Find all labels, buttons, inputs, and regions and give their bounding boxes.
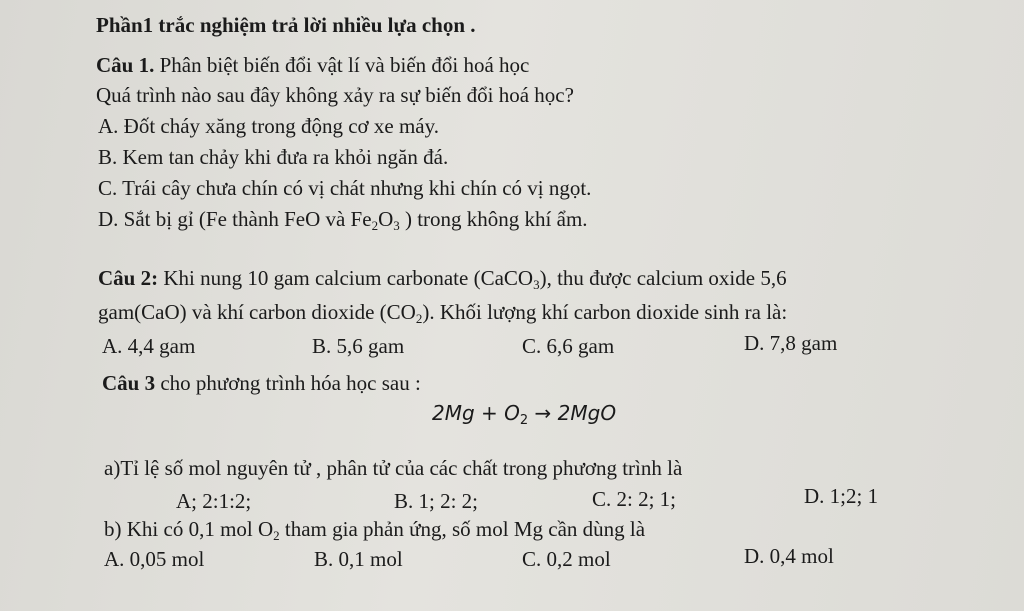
q3b-post: tham gia phản ứng, số mol Mg cần dùng là xyxy=(279,517,646,541)
q3a-option-a: A; 2:1:2; xyxy=(176,489,252,513)
q3a-option-c: C. 2: 2; 1; xyxy=(592,487,677,511)
q1-option-d xyxy=(98,206,588,232)
q3-heading xyxy=(102,370,421,396)
q3-label: Câu 3 xyxy=(102,371,156,395)
equation-arrow: → xyxy=(528,401,558,425)
q1-option-c: C. Trái cây chưa chín có vị chát nhưng khi chín có vị ngọt. xyxy=(98,176,592,200)
equation-sub: 2 xyxy=(519,413,529,428)
q1-option-d-sub1: 2 xyxy=(371,218,379,233)
q2-label: Câu 2: xyxy=(98,266,159,290)
q1-option-d-pre: D. Sắt bị gỉ (Fe thành FeO và Fe xyxy=(98,207,372,231)
q1-option-a: A. Đốt cháy xăng trong động cơ xe máy. xyxy=(98,114,439,138)
equation-left: 2Mg + O xyxy=(432,401,520,425)
q2-line1 xyxy=(98,265,787,291)
q3a-option-d: D. 1;2; 1 xyxy=(804,484,879,508)
q3a-option-b: B. 1; 2: 2; xyxy=(394,489,479,513)
q1-label: Câu 1. xyxy=(96,53,155,77)
equation-right: 2MgO xyxy=(557,401,617,425)
q2-line1-sub: 3 xyxy=(533,277,540,292)
q3b-option-a: A. 0,05 mol xyxy=(104,547,205,571)
q1-option-d-post: ) trong không khí ẩm. xyxy=(399,207,588,231)
q1-question: Quá trình nào sau đây không xảy ra sự biến đổi hoá học? xyxy=(96,83,574,107)
q2-line2-pre: gam(CaO) và khí carbon dioxide (CO xyxy=(98,300,416,324)
q2-option-d: D. 7,8 gam xyxy=(744,331,838,355)
q3b-option-b: B. 0,1 mol xyxy=(314,547,403,571)
q2-line1-post: ), thu được calcium oxide 5,6 xyxy=(539,266,787,290)
q3a-text: a)Tỉ lệ số mol nguyên tử , phân tử của các chất trong phương trình là xyxy=(104,456,683,480)
q1-topic: Phân biệt biến đổi vật lí và biến đổi hoá học xyxy=(154,53,530,77)
q2-line2-post: ). Khối lượng khí carbon dioxide sinh ra là: xyxy=(422,300,788,324)
q2-option-c: C. 6,6 gam xyxy=(522,334,615,358)
q3b-pre: b) Khi có 0,1 mol O xyxy=(104,517,274,541)
q1-heading xyxy=(96,52,529,78)
q2-option-b: B. 5,6 gam xyxy=(312,334,405,358)
q3b-option-d: D. 0,4 mol xyxy=(744,544,834,568)
q3b-option-c: C. 0,2 mol xyxy=(522,547,611,571)
q2-line2 xyxy=(98,299,787,325)
q1-option-b: B. Kem tan chảy khi đưa ra khỏi ngăn đá. xyxy=(98,145,449,169)
chemical-equation xyxy=(432,400,616,426)
q3b-sub: 2 xyxy=(273,528,280,543)
q3-intro: cho phương trình hóa học sau : xyxy=(155,371,421,395)
q2-line2-sub: 2 xyxy=(415,311,423,326)
q2-line1-pre: Khi nung 10 gam calcium carbonate (CaCO xyxy=(158,266,534,290)
q2-option-a: A. 4,4 gam xyxy=(102,334,196,358)
q1-option-d-sub2: 3 xyxy=(393,218,400,233)
q3b-text xyxy=(104,516,645,542)
part-title: Phần1 trắc nghiệm trả lời nhiều lựa chọn . xyxy=(96,13,476,37)
q1-option-d-mid: O xyxy=(378,207,394,231)
